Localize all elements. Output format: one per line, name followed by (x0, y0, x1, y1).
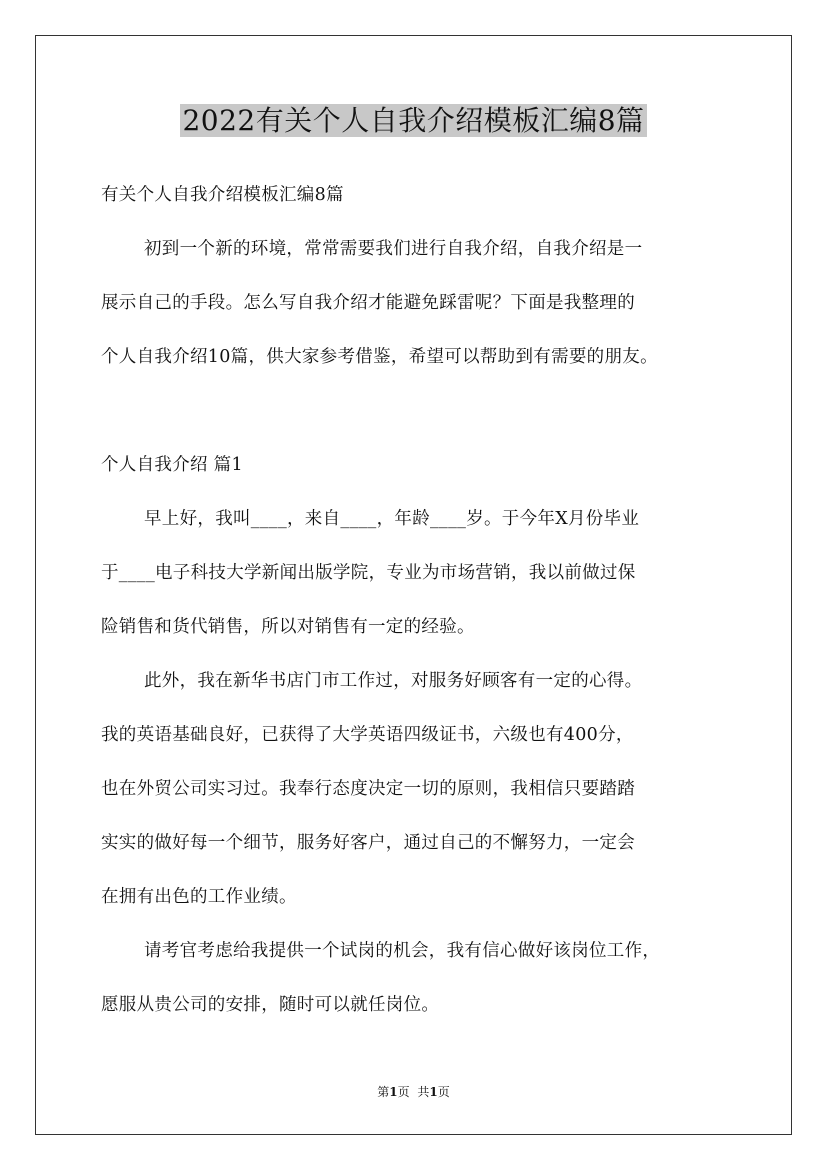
intro-line-3: 个人自我介绍10篇，供大家参考借鉴，希望可以帮助到有需要的朋友。 (101, 347, 658, 367)
body-line-10: 愿服从贵公司的安排，随时可以就任岗位。 (101, 995, 440, 1015)
body-line-9: 请考官考虑给我提供一个试岗的机会，我有信心做好该岗位工作， (144, 941, 661, 961)
body-line-1: 早上好，我叫____，来自____，年龄____岁。于今年X月份毕业 (144, 509, 640, 529)
footer-total-number: 1 (429, 1085, 438, 1099)
document-title-container (0, 101, 827, 141)
body-line-3: 险销售和货代销售，所以对销售有一定的经验。 (101, 617, 475, 637)
footer-total-prefix: 共 (417, 1085, 430, 1099)
footer-total-suffix: 页 (437, 1085, 450, 1099)
body-line-4: 此外，我在新华书店门市工作过，对服务好顾客有一定的心得。 (144, 671, 643, 691)
footer-page-number: 1 (389, 1085, 398, 1099)
body-line-5: 我的英语基础良好，已获得了大学英语四级证书，六级也有400分， (101, 725, 634, 745)
body-line-6: 也在外贸公司实习过。我奉行态度决定一切的原则，我相信只要踏踏 (101, 779, 635, 799)
intro-line-2: 展示自己的手段。怎么写自我介绍才能避免踩雷呢？下面是我整理的 (101, 293, 635, 313)
document-title: 2022有关个人自我介绍模板汇编8篇 (182, 104, 645, 137)
footer-page-prefix: 第 (377, 1085, 390, 1099)
section-heading: 个人自我介绍 篇1 (101, 455, 243, 475)
footer-page-suffix: 页 (397, 1085, 410, 1099)
page-footer (0, 1083, 827, 1100)
body-line-7: 实实的做好每一个细节，服务好客户，通过自己的不懈努力，一定会 (101, 833, 635, 853)
intro-line-1: 初到一个新的环境，常常需要我们进行自我介绍，自我介绍是一 (144, 239, 643, 259)
body-line-2: 于____电子科技大学新闻出版学院，专业为市场营销，我以前做过保 (101, 563, 636, 583)
body-line-8: 在拥有出色的工作业绩。 (101, 887, 297, 907)
document-subtitle: 有关个人自我介绍模板汇编8篇 (101, 185, 344, 205)
